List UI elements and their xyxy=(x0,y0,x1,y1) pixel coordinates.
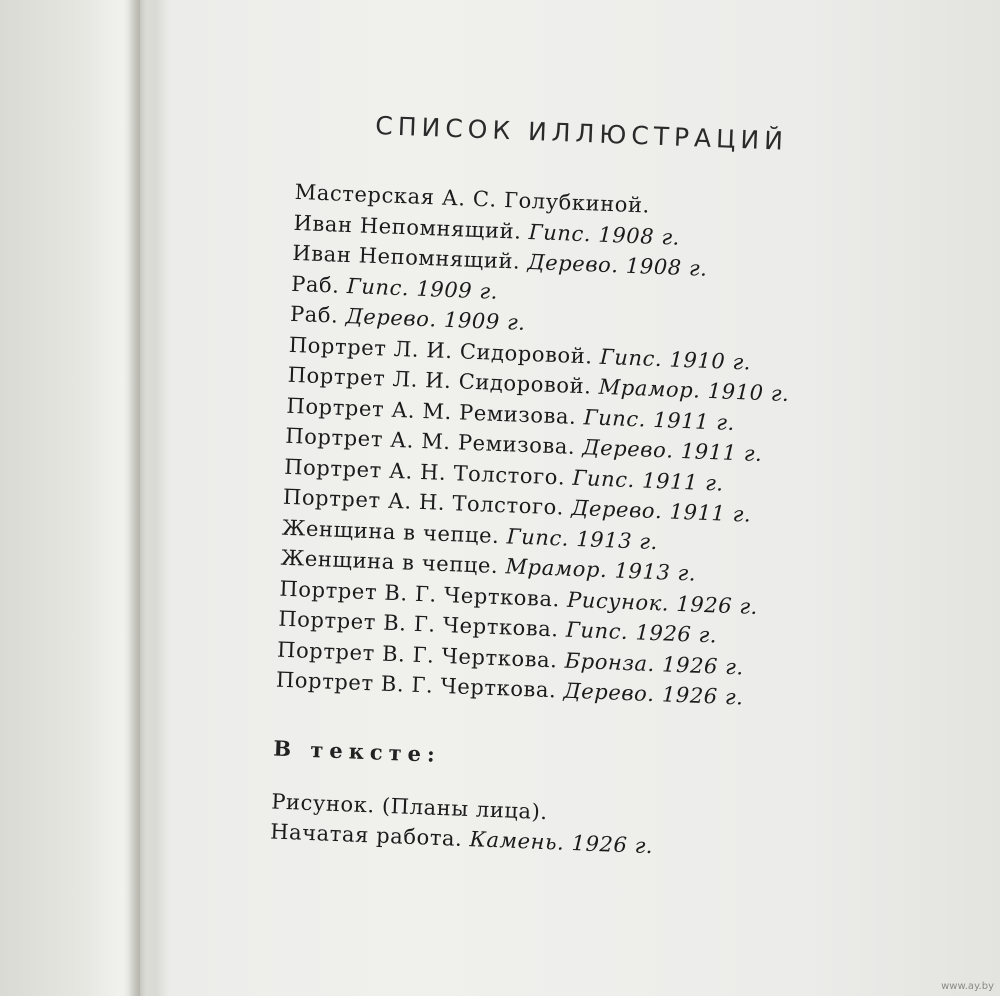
list-item: Портрет В. Г. Черткова. Дерево. 1926 г. xyxy=(275,667,744,710)
list-item: Рисунок. (Планы лица). xyxy=(270,788,549,824)
list-item: Иван Непомнящий. Дерево. 1908 г. xyxy=(291,240,708,281)
in-text-list xyxy=(270,786,912,872)
illustrations-list xyxy=(275,177,934,720)
list-item: Портрет А. М. Ремизова. Дерево. 1911 г. xyxy=(284,423,763,467)
left-page-edge xyxy=(0,0,140,996)
page-title: СПИСОК ИЛЛЮСТРАЦИЙ xyxy=(374,110,789,156)
list-item: Портрет А. М. Ремизова. Гипс. 1911 г. xyxy=(286,393,736,435)
list-item: Портрет А. Н. Толстого. Дерево. 1911 г. xyxy=(282,484,752,527)
illustrations-list-page xyxy=(270,108,938,872)
book-gutter xyxy=(128,0,154,996)
list-item: Женщина в чепце. Мрамор. 1913 г. xyxy=(280,545,697,586)
list-item: Портрет В. Г. Черткова. Рисунок. 1926 г. xyxy=(279,576,759,619)
list-item: Портрет В. Г. Черткова. Гипс. 1926 г. xyxy=(277,606,718,648)
list-item: Женщина в чепце. Гипс. 1913 г. xyxy=(281,515,659,554)
list-item: Начатая работа. Камень. 1926 г. xyxy=(269,819,654,859)
list-item: Портрет Л. И. Сидоровой. Мрамор. 1910 г. xyxy=(287,362,790,407)
list-item: Портрет В. Г. Черткова. Бронза. 1926 г. xyxy=(276,637,745,680)
list-item: Портрет Л. И. Сидоровой. Гипс. 1910 г. xyxy=(288,332,752,375)
site-watermark: www.ay.by xyxy=(941,981,994,992)
list-item: Иван Непомнящий. Гипс. 1908 г. xyxy=(293,210,681,250)
in-text-heading: В тексте: xyxy=(272,735,442,767)
list-item: Раб. Гипс. 1909 г. xyxy=(290,271,499,304)
list-item: Портрет А. Н. Толстого. Гипс. 1911 г. xyxy=(283,454,725,496)
list-item: Раб. Дерево. 1909 г. xyxy=(289,301,527,335)
list-item: Мастерская А. С. Голубкиной. xyxy=(294,179,651,218)
